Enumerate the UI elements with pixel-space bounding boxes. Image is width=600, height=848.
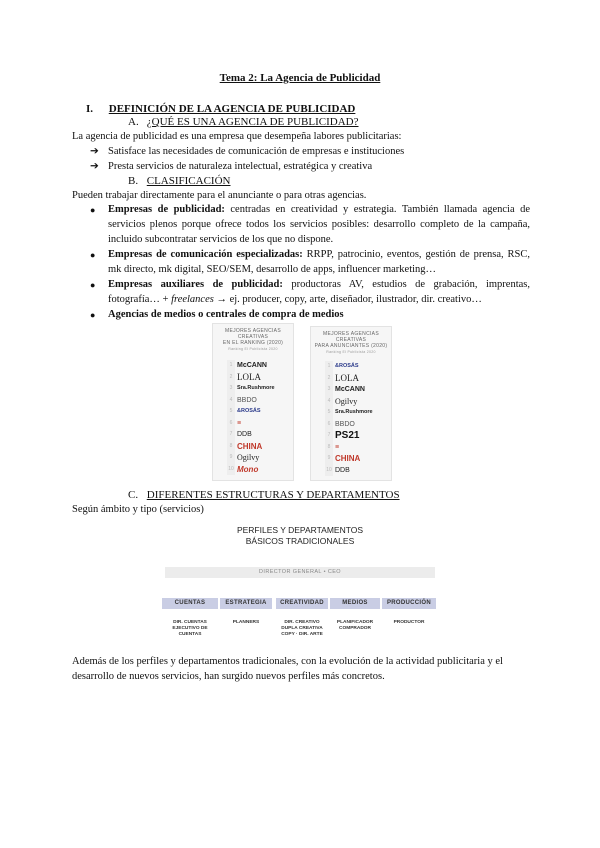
ranking-row xyxy=(325,361,389,373)
ranking-row xyxy=(325,373,389,385)
agency-logo: CHINA xyxy=(237,441,263,451)
bullet-icon: ● xyxy=(90,250,96,260)
ranking-number: 10 xyxy=(325,465,333,477)
role-label: PRODUCTOR xyxy=(393,620,425,625)
ranking-left-note: Ranking El Publicista 2020 xyxy=(228,347,278,351)
ceo-box: DIRECTOR GENERAL • CEO xyxy=(165,567,435,578)
structures-intro: Según ámbito y tipo (servicios) xyxy=(72,504,204,515)
agency-logo: &ROSÁS xyxy=(335,363,359,369)
agency-logo: DDB xyxy=(335,466,350,474)
subheading-b-number: B. xyxy=(128,175,139,187)
bullet-item xyxy=(90,248,530,278)
ranking-number: 2 xyxy=(325,373,333,385)
ranking-row xyxy=(325,442,389,454)
agency-logo: ≡ xyxy=(335,443,340,451)
bullet-tail: → ej. producer, copy, arte, diseñador, ilustrador, dir. creativo… xyxy=(213,293,482,305)
ranking-row xyxy=(325,396,389,408)
section-title: DEFINICIÓN DE LA AGENCIA DE PUBLICIDAD xyxy=(108,103,356,115)
ranking-row xyxy=(227,406,291,418)
ranking-number: 2 xyxy=(227,372,235,384)
ranking-row xyxy=(227,429,291,441)
ranking-number: 6 xyxy=(227,418,235,430)
bullet-item xyxy=(90,278,530,308)
subheading-c-title: DIFERENTES ESTRUCTURAS Y DEPARTAMENTOS xyxy=(146,489,400,501)
ranking-row xyxy=(325,419,389,431)
bullet-icon: ● xyxy=(90,205,96,215)
agency-logo: CHINA xyxy=(335,454,361,463)
ranking-number: 7 xyxy=(325,430,333,442)
bullet-italic: freelances xyxy=(171,293,214,305)
agency-logo: &ROSÁS xyxy=(237,408,261,414)
agency-logo: McCANN xyxy=(237,362,267,369)
classification-intro: Pueden trabajar directamente para el anunciante o para otras agencias. xyxy=(72,190,367,201)
agency-logo: Sra.Rushmore xyxy=(335,409,373,415)
ranking-number: 4 xyxy=(325,396,333,408)
ranking-right-list xyxy=(325,361,389,476)
role-label: PLANNERS xyxy=(232,620,260,625)
arrow-icon: ➔ xyxy=(90,146,99,157)
ranking-row xyxy=(325,430,389,442)
ranking-row xyxy=(227,418,291,430)
department-box: PRODUCCIÓN xyxy=(382,598,436,609)
role-label: DIR. CREATIVO xyxy=(284,620,320,625)
ranking-row xyxy=(227,441,291,453)
ranking-image-right xyxy=(310,326,392,481)
bullet-bold: Empresas de publicidad: xyxy=(108,204,225,215)
ranking-number: 10 xyxy=(227,464,235,476)
role-label: PLANIFICADOR xyxy=(336,620,374,625)
role-label: COPY · DIR. ARTE xyxy=(281,632,323,637)
ranking-row xyxy=(227,383,291,395)
role-label: DIR. CUENTAS xyxy=(173,620,207,625)
ranking-image-left xyxy=(212,323,294,481)
definition-paragraph: La agencia de publicidad es una empresa que desempeña labores publicitarias: xyxy=(72,131,402,142)
ranking-number: 5 xyxy=(325,407,333,419)
section-number: I. xyxy=(86,103,94,115)
closing-paragraph: Además de los perfiles y departamentos tradicionales, con la evolución de la actividad publicitaria y el desarrollo de nuevos servicios, han surgido nuevos perfiles más concretos. xyxy=(72,656,503,682)
page-title: Tema 2: La Agencia de Publicidad xyxy=(219,72,381,84)
arrow-item-text: Satisface las necesidades de comunicación de empresas e instituciones xyxy=(108,146,405,157)
bullet-bold: Agencias de medios o centrales de compra de medios xyxy=(108,309,344,320)
arrow-icon: ➔ xyxy=(90,161,99,172)
ranking-right-note: Ranking El Publicista 2020 xyxy=(326,350,376,354)
subheading-a xyxy=(128,115,359,130)
arrow-item-text: Presta servicios de naturaleza intelectual, estratégica y creativa xyxy=(108,161,373,172)
ranking-right-subtitle: PARA ANUNCIANTES (2020) xyxy=(314,343,388,349)
agency-logo: Ogilvy xyxy=(335,396,358,406)
ranking-number: 3 xyxy=(227,383,235,395)
ranking-number: 3 xyxy=(325,384,333,396)
department-box: ESTRATEGIA xyxy=(220,598,272,609)
ranking-number: 7 xyxy=(227,429,235,441)
role-label: DUPLA CREATIVA xyxy=(281,626,323,631)
ranking-number: 6 xyxy=(325,419,333,431)
arrow-item xyxy=(90,160,372,175)
department-box: MEDIOS xyxy=(330,598,380,609)
agency-logo: Mono xyxy=(237,464,259,474)
bullet-icon: ● xyxy=(90,280,96,290)
ranking-row xyxy=(227,372,291,384)
subheading-b-title: CLASIFICACIÓN xyxy=(146,175,231,187)
ranking-left-title: MEJORES AGENCIAS CREATIVAS xyxy=(225,328,281,340)
subheading-c xyxy=(128,488,400,503)
ranking-number: 4 xyxy=(227,395,235,407)
agency-logo: Ogilvy xyxy=(237,453,260,462)
ranking-number: 5 xyxy=(227,406,235,418)
agency-logo: BBDO xyxy=(237,396,257,404)
ranking-number: 8 xyxy=(227,441,235,453)
department-box: CREATIVIDAD xyxy=(276,598,328,609)
agency-logo: LOLA xyxy=(335,372,359,383)
ranking-row xyxy=(325,407,389,419)
org-chart-title-line1: PERFILES Y DEPARTAMENTOS xyxy=(236,525,364,535)
ranking-number: 9 xyxy=(325,453,333,465)
ranking-right-title: MEJORES AGENCIAS CREATIVAS xyxy=(323,331,379,343)
agency-logo: McCANN xyxy=(335,386,365,393)
agency-logo: DDB xyxy=(237,431,252,438)
bullet-text: centradas en creatividad y estrategia. También llamada agencia de servicios plenos porque ofrece todos los servicios posibles: desarrollo completo de la campaña, incluido subcontratar servicios de los que no dispone. xyxy=(108,204,530,245)
subheading-b xyxy=(128,174,230,189)
agency-logo: LOLA xyxy=(237,371,261,382)
ranking-row xyxy=(325,465,389,477)
subheading-c-number: C. xyxy=(128,489,139,501)
ranking-row xyxy=(227,360,291,372)
agency-logo: Sra.Rushmore xyxy=(237,385,275,391)
role-label: CUENTAS xyxy=(178,632,202,637)
bullet-item xyxy=(90,203,530,247)
org-chart-title-line2: BÁSICOS TRADICIONALES xyxy=(245,536,355,546)
department-box: CUENTAS xyxy=(162,598,218,609)
ranking-row xyxy=(227,395,291,407)
ranking-number: 8 xyxy=(325,442,333,454)
ranking-row xyxy=(325,453,389,465)
arrow-item xyxy=(90,145,404,160)
ranking-row xyxy=(227,464,291,476)
ranking-number: 1 xyxy=(325,361,333,373)
bullet-text: RRPP, patrocinio, eventos, gestión de prensa, RSC, mk directo, mk digital, SEO/SEM, desarrollo de apps, influencer marketing… xyxy=(108,249,530,275)
bullet-text: productoras AV, estudios de grabación, imprentas, fotografía… + xyxy=(108,279,530,305)
agency-logo: PS21 xyxy=(335,430,360,441)
ranking-number: 1 xyxy=(227,360,235,372)
bullet-bold: Empresas de comunicación especializadas: xyxy=(108,249,303,260)
ranking-row xyxy=(227,452,291,464)
ranking-left-subtitle: EN EL RANKING (2020) xyxy=(222,340,284,346)
role-label: EJECUTIVO DE xyxy=(172,626,208,631)
bullet-bold: Empresas auxiliares de publicidad: xyxy=(108,279,283,290)
agency-logo: BBDO xyxy=(335,420,355,428)
ranking-left-list xyxy=(227,360,291,475)
org-chart xyxy=(160,525,440,645)
role-label: COMPRADOR xyxy=(339,626,371,631)
subheading-a-title: ¿QUÉ ES UNA AGENCIA DE PUBLICIDAD? xyxy=(146,116,359,128)
bullet-item xyxy=(90,308,530,323)
bullet-icon: ● xyxy=(90,310,96,320)
ranking-row xyxy=(325,384,389,396)
ranking-number: 9 xyxy=(227,452,235,464)
agency-logo: ≡ xyxy=(237,419,242,427)
subheading-a-number: A. xyxy=(128,116,139,128)
